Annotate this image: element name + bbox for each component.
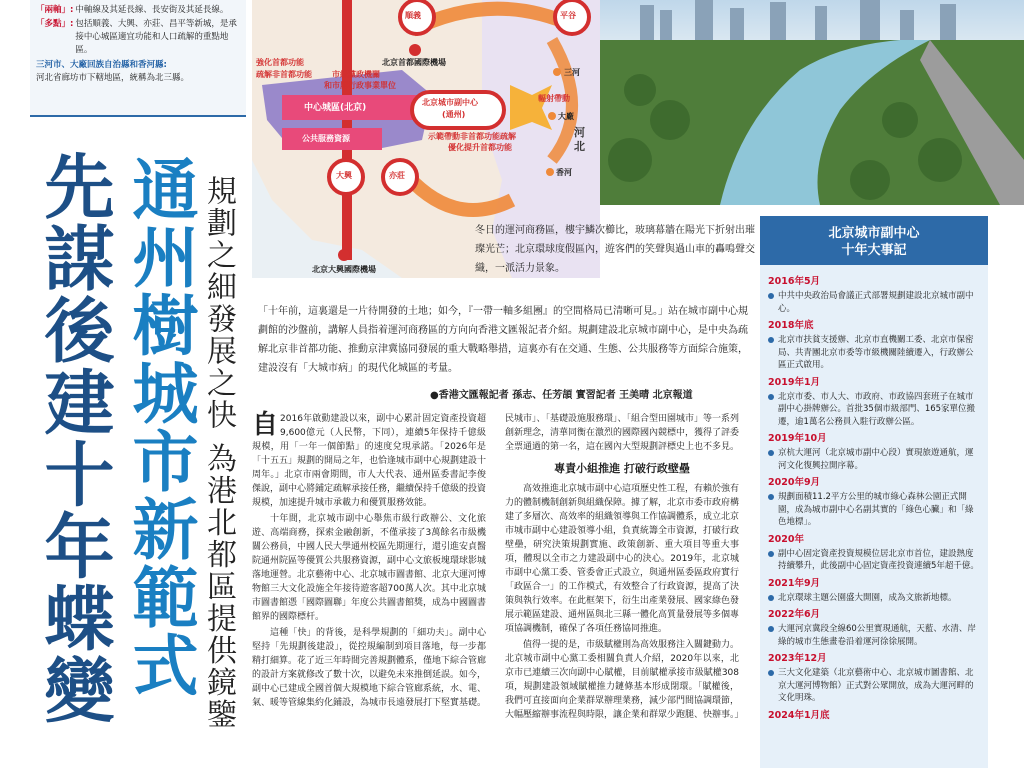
- timeline-title: 北京城市副中心: [828, 226, 920, 241]
- timeline-year: 2023年12月: [768, 653, 827, 664]
- bullet-dot-icon: [768, 595, 774, 601]
- info-row-two-axes: [36, 4, 240, 17]
- body-paragraph: 這種「快」的背後，是科學規劃的「細功夫」。副中心堅持「先規劃後建設」，從控規編制到項目落地，每一步都精打細算。花了近三年時間完善規劃體系，僅地下綜合管廊的設計方案就修改了數十次，以避免未來推倒延誤。如今，副中心已建成全國首個大規模地下綜合管廊系統，水、電、氣、暖等管線集約化鋪設，為城市長遠發展打下堅實基礎。: [252, 628, 487, 708]
- label-hebei-1: 河: [574, 126, 585, 139]
- timeline-year: 2020年9月: [768, 477, 821, 488]
- headline-sub-2: 規劃之細發展之快 為港北都區提供鏡鑒: [201, 175, 236, 731]
- timeline-year: 2021年9月: [768, 577, 821, 589]
- info-text: 中軸線及其延長線、長安街及其延長線。: [75, 5, 229, 15]
- label-dachang: 大廠: [558, 112, 574, 121]
- byline: ●香港文匯報記者 孫志、任芳頡 實習記者 王美晴 北京報道: [430, 390, 693, 401]
- body-column-right: [505, 412, 744, 724]
- info-box: [30, 0, 246, 117]
- drop-cap: 自: [252, 410, 279, 440]
- timeline-year: 2022年6月: [768, 609, 821, 620]
- timeline-subtitle: 十年大事記: [841, 243, 907, 258]
- label-cityorg: 市級黨政機關: [332, 70, 380, 79]
- body-paragraph: 民城市」、「基礎設施服務環」、「組合型田園城市」等一系列創新理念，清華同衡在激烈的國際國內競標中，獲得了評委全票通過的第一名，這在國內大型規劃評標史上也不多見。: [505, 414, 740, 452]
- timeline-body: [760, 265, 988, 728]
- timeline-year: 2024年1月底: [768, 709, 830, 721]
- node-shunyi: 順義: [405, 11, 421, 20]
- lead-paragraph-1: 冬日的運河商務區，樓宇鱗次櫛比，玻璃幕牆在陽光下折射出璀璨光芒；北京環球度假區內，遊客們的笑聲與過山車的轟鳴聲交織，一派活力景象。: [475, 225, 755, 274]
- aerial-photo: [600, 0, 1024, 205]
- info-row-multi-points: [36, 18, 240, 57]
- bullet-dot-icon: [768, 394, 774, 400]
- bullet-dot-icon: [768, 494, 774, 500]
- body-text: 2016年啟動建設以來，副中心累計固定資產投資超9,600億元（人民幣，下同），連續5年保持千億級規模，用「一年一個節點」的速度兌現承諾。「2026年是「十五五」規劃的開局之年，也恰逢城市副中心規劃建設十周年。」北京市兩會期間，市人大代表、通州區委書記李俊傑說，副中心將鋪定疏解承接任務，繼續保持千億級的投資規模，加速提升城市承載力和優質服務效能。: [252, 414, 487, 508]
- timeline-item-text: 中共中央政治局會議正式部署規劃建設北京城市副中心。: [778, 291, 974, 314]
- label-strengthen-2: 疏解非首都功能: [256, 70, 312, 79]
- bullet-dot-icon: [768, 337, 774, 343]
- headline-main: 先謀後建十年蝶變: [33, 150, 116, 726]
- label-daxing-airport: 北京大興國際機場: [312, 265, 376, 274]
- timeline-header: [760, 220, 988, 265]
- timeline-item: [768, 667, 980, 705]
- label-demo: 示範帶動非首都功能疏解: [428, 132, 516, 141]
- timeline-item-text: 北京市委、市人大、市政府、市政協四套班子在城市副中心掛牌辦公。首批35個市級部門、165家單位搬遷，逾1萬名公務員入駐行政辦公區。: [778, 391, 976, 427]
- bullet-dot-icon: [768, 293, 774, 299]
- body-paragraph: 值得一提的是，市級賦權則為高效服務注入關鍵動力。北京城市副中心黨工委相關負責人介紹，2020年以來，北京市已連續三次向副中心賦權，目前賦權承接市級賦權308項，規劃建設領域賦權推力鏈條基本形成閉環。「賦權後，我們可直接面向企業群眾辦理業務，減少部門間協調環節，大幅壓縮辦事流程與時限，讓企業和群眾少跑腿、快辦事。」: [505, 640, 744, 720]
- headline-sub: 通州樹城市新範式: [121, 155, 199, 699]
- bullet-dot-icon: [768, 626, 774, 632]
- timeline-sidebar: [760, 216, 988, 768]
- label-public: 公共服務資源: [302, 134, 350, 143]
- timeline-item: [768, 334, 980, 372]
- bullet-dot-icon: [768, 670, 774, 676]
- timeline-item: [768, 592, 980, 605]
- timeline-year: 2018年底: [768, 320, 814, 331]
- timeline-year: 2016年5月: [768, 276, 821, 287]
- body-column-left: [252, 412, 486, 712]
- body-paragraph: 十年間，北京城市副中心舉焦市級行政辦公、文化旅遊、高端商務，探索金融創新，不僅承接了3萬餘名市級機關公務員，中國人民大學通州校區先期運行，還引進安貞醫院通州院區等優質公共服務資源，副中心文旅板塊環球影城落地運營。北京藝術中心、北京城市圖書館、北京大運河博物館三大文化設施全年接待遊客超700萬人次。其中北京城市圖書館憑「國際圖聯」年度公共圖書館獎，成為中國圖書館界的國際標杆。: [252, 514, 487, 622]
- timeline-item: [768, 623, 980, 648]
- node-sub-center-tongzhou: (通州): [442, 110, 466, 119]
- label-sanhe: 三河: [564, 68, 580, 77]
- label-capital-airport: 北京首都國際機場: [382, 58, 446, 67]
- timeline-year: 2020年: [768, 533, 804, 545]
- timeline-year: 2019年10月: [768, 433, 827, 444]
- label-demo-2: 優化提升首都功能: [448, 143, 512, 152]
- timeline-item-text: 規劃面積11.2平方公里的城市綠心森林公園正式開園，成為城市副中心名副其實的「綠色心臟」和「綠色地標」。: [778, 492, 974, 527]
- label-strengthen: 強化首都功能: [256, 58, 304, 67]
- timeline-item: [768, 290, 980, 315]
- timeline-item-text: 北京環球主題公園盛大開園，成為文旅新地標。: [778, 592, 957, 603]
- timeline-item: [768, 491, 980, 529]
- info-tag: 「兩軸」:: [36, 5, 74, 15]
- timeline-item-text: 三大文化建築（北京藝術中心、北京城市圖書館、北京大運河博物館）正式對公眾開放，成為大運河畔的文化明珠。: [778, 668, 974, 703]
- timeline-item-text: 北京市扶貧支援辦、北京市直機關工委、北京市保密局、共青團北京市委等市級機關陸續遷入，行政辦公區正式啟用。: [778, 335, 974, 370]
- timeline-item-text: 京杭大運河（北京城市副中心段）實現旅遊通航，運河文化復興拉開序幕。: [778, 448, 974, 471]
- node-yizhuang: 亦莊: [389, 171, 405, 180]
- node-center: 中心城區(北京): [304, 103, 367, 113]
- timeline-item-text: 大運河京冀段全線60公里實現通航，天藍、水清、岸綠的城市生態畫卷沿着運河徐徐展開。: [778, 624, 976, 647]
- body-paragraph: 高效推進北京城市副中心這項歷史性工程，有賴於強有力的體制機制創新與組織保障。據了解，北京市委市政府構建了多層次、高效率的組織領導與工作協調體系，成立北京市城市副中心建設領導小組，負責統籌全市資源，打破行政壁壘，研究決策規劃實施、政策創新、重大項目等重大事項，體現以全市之力建設副中心的決心。2019年，北京城市副中心黨工委、管委會正式設立，與通州區委區政府實行「政區合一」的工作模式，有效整合了行政資源，提高了決策與執行效率。在此框架下，衍生出產業發展、國家綠色發展示範區建設、通州區與北三縣一體化高質量發展等多個專項協調機制，確保了各項任務協同推進。: [505, 484, 740, 634]
- body-paragraph: [252, 412, 486, 510]
- section-subhead: 專責小組推進 打破行政壁壘: [554, 462, 690, 475]
- node-sub-center: 北京城市副中心: [422, 98, 478, 107]
- label-hebei-2: 北: [574, 140, 585, 153]
- lead-paragraph-2: 「十年前，這裏還是一片待開發的土地；如今，『一帶一軸多組團』的空間格局已清晰可見。」站在城市副中心規劃館的沙盤前，講解人員指着運河商務區的方向向香港文匯報記者介紹。規劃建設北京城市副中心，是中央為疏解北京非首都功能、推動京津冀協同發展的重大戰略舉措，這裏亦有在交通、生態、公共服務等方面綜合施策，建設沒有「大城市病」的現代化城區的考量。: [258, 306, 748, 374]
- timeline-year: 2019年1月: [768, 376, 821, 388]
- timeline-item: [768, 447, 980, 472]
- label-xianghe: 香河: [556, 168, 572, 177]
- timeline-item-text: 副中心固定資產投資規模位居北京市首位，建設熱度持續攀升，此後副中心固定資產投資連續5年超千億。: [778, 548, 979, 571]
- bullet-dot-icon: [768, 551, 774, 557]
- node-daxing: 大興: [336, 171, 352, 180]
- info-head: 三河市、大廠回族自治縣和香河縣:: [36, 60, 167, 70]
- node-pinggu: 平谷: [560, 11, 576, 20]
- bullet-dot-icon: [768, 450, 774, 456]
- label-radiate: 輻射帶動: [538, 94, 570, 103]
- photo-graphic: [600, 0, 1024, 205]
- timeline-item: [768, 391, 980, 429]
- info-tag: 「多點」:: [36, 19, 74, 29]
- label-cityorg-2: 和市屬行政事業單位: [324, 81, 396, 90]
- info-text: 包括順義、大興、亦莊、昌平等新城，是承接中心城區適宜功能和人口疏解的重點地區。: [75, 19, 237, 55]
- timeline-item: [768, 548, 980, 573]
- info-head-text: 河北省廊坊市下轄地區，統稱為北三縣。: [36, 73, 190, 83]
